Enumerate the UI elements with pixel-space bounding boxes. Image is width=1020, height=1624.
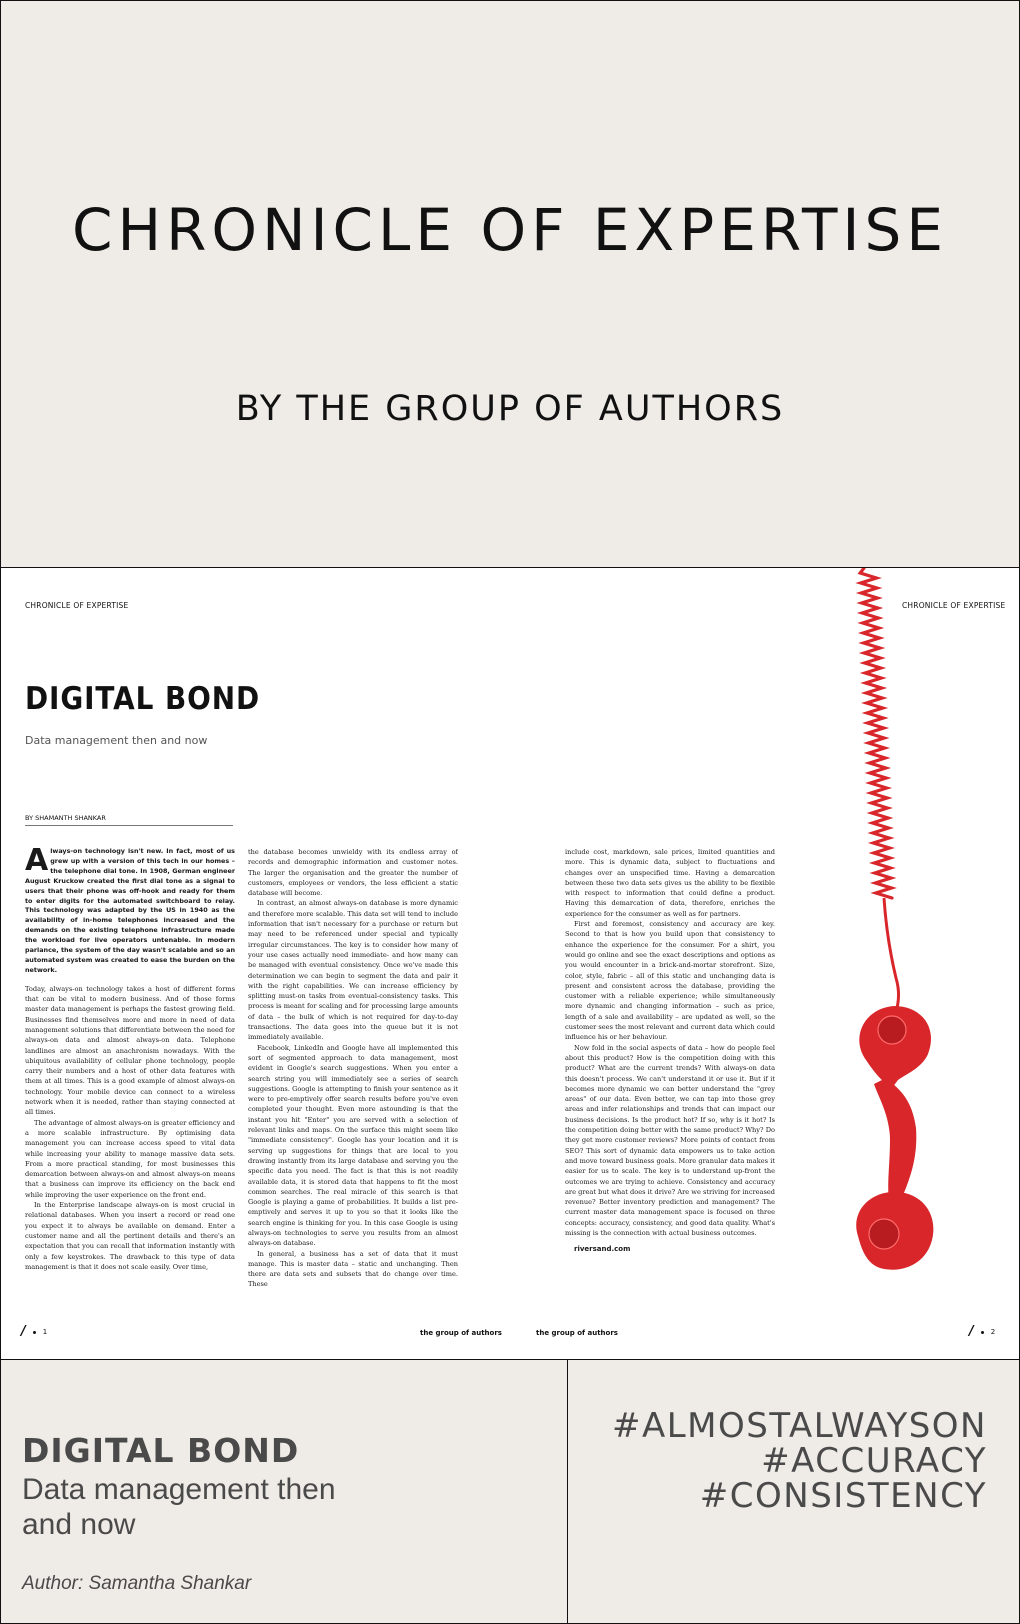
tags-panel: [567, 1359, 1020, 1624]
body-paragraph: Now fold in the social aspects of data – how do people feel about this product? How is the competition doing with this product? What are the current trends? With always-on data this doesn't process. We can't understand it or use it. But if it becomes more dynamic we can better understand the "grey areas" of our data. Even better, we can tap into those grey areas and infer relationships and trends that can impact our business decisions. Is the product hot? If so, why is it hot? Is the competition doing better with the same product? Why? Do they get more customer reviews? More points of contact from SEO? This sort of dynamic data empowers us to take action and move toward business goals. More granular data makes it easier for us to scale. The key is to understand up-front the outcomes we are trying to achieve. Consistency and accuracy are great but what does it drive? Are we striving for increased revenue? Better inventory prediction and management? The current master data management space is focused on three concepts: accuracy, consistency, and good data quality. What's missing is the connection with actual business outcomes.: [565, 1043, 775, 1237]
article-title: DIGITAL BOND: [25, 681, 261, 717]
body-paragraph: In the Enterprise landscape always-on is most crucial in relational databases. When you insert a record or read one you expect it to always be available on demand. Enter a customer name and all the pertinent details and there's an expectation that you can recall that information instantly with only a few keystrokes. The drawback to this type of data management is that it does not scale easily. Over time,: [25, 1201, 235, 1271]
cord-tail: [884, 898, 899, 1023]
running-head-left: CHRONICLE OF EXPERTISE: [25, 601, 129, 610]
page-number: 1: [42, 1328, 48, 1336]
article-column-2: [248, 847, 458, 1293]
body-paragraph: Facebook, LinkedIn and Google have all implemented this sort of segmented approach to data management, most evident in Google's search suggestions. When you enter a search string you will immediately see a series of search suggestions. Google is attempting to finish your sentence as it were to pre-emptively offer search results before you've even completed your thought. Even more astounding is that the instant you hit "Enter" you are served with a selection of relevant links and maps. On the surface this might seem like "immediate consistency". Google has your location and it is serving up suggestions for things that are local to you drawing instantly from its large database and serving you the specific data you need. The fact is that this is not readily available data, it is stored data that happens to fit the most common searches. The real miracle of this search is that Google is playing a game of probabilities. It builds a list pre-emptively and serves it up to you so that it looks like the search engine is thinking for you. In this case Google is using always-on technologies to serve you results from an almost always-on database.: [248, 1043, 458, 1248]
page-number: 2: [990, 1328, 996, 1336]
byline: BY SHAMANTH SHANKAR: [25, 814, 233, 826]
cover-subtitle: BY THE GROUP OF AUTHORS: [235, 389, 785, 429]
article-column-1: [25, 847, 235, 1293]
coiled-cord: [860, 568, 892, 898]
running-head-right: CHRONICLE OF EXPERTISE: [902, 601, 1006, 610]
cover-panel: [0, 0, 1020, 568]
dropcap: A: [25, 847, 49, 878]
body-paragraph: First and foremost, consistency and accuracy are key. Second to that is how you build upon that consistency to enhance the experience for the consumer. For a shirt, you would go online and see the exact descriptions and options as you would encounter in a brick-and-mortar storefront. Size, color, style, fabric – all of this static and unchanging data is present and consistent across the database, providing the customer with a reliable experience; while simultaneously more dynamic and changing information – such as price, length of a sale and availability – are updated as well, so the customer sees the most relevant and current data which could influence his or her behaviour.: [565, 920, 775, 1042]
info-subtitle: Data management then and now: [22, 1473, 336, 1541]
footer-right: the group of authors: [536, 1329, 618, 1337]
hashtag[interactable]: #ALMOSTALWAYSON: [611, 1406, 987, 1446]
hashtag[interactable]: #ACCURACY: [761, 1441, 987, 1481]
magazine-spread: [0, 568, 1020, 1359]
website-link[interactable]: riversand.com: [574, 1245, 631, 1254]
info-author: Author: Samantha Shankar: [22, 1573, 252, 1594]
logo-slash-icon: /: [21, 1324, 26, 1339]
body-paragraph: The advantage of almost always-on is greater efficiency and a more scalable infrastructure. By optimising data management you can increase access speed to vital data while increasing your ability to manage massive data sets. From a more practical standing, for most businesses this demarcation between always-on and almost always-on means that a business can improve its efficiency on the back end while improving the user experience on the front end.: [25, 1118, 235, 1199]
tag-list: [611, 1406, 987, 1516]
body-paragraph: In contrast, an almost always-on database is more dynamic and therefore more scalable. This data set will tend to include information that isn't necessary for a purchase or return but may need to be referenced under special and typically irregular circumstances. The key is to consider how many of your use cases actually need immediate- and how many can be managed with eventual consistency. Once we've made this determination we can begin to segment the data and pair it with the right capabilities. We can increase efficiency by splitting must-on tasks from eventual-consistency tasks. This process is meant for scaling and for processing large amounts of data – the bulk of which is not required for day-to-day transactions. The data goes into the queue but it is not immediately available.: [248, 899, 458, 1042]
lead-paragraph: [25, 847, 235, 976]
telephone-handset-image: [846, 568, 986, 1288]
article-subtitle: Data management then and now: [25, 734, 208, 747]
info-title: DIGITAL BOND: [22, 1431, 300, 1470]
dot-icon: [981, 1331, 984, 1334]
logo-slash-icon: /: [969, 1324, 974, 1339]
cover-title: CHRONICLE OF EXPERTISE: [72, 196, 948, 264]
dot-icon: [33, 1331, 36, 1334]
body-paragraph: In general, a business has a set of data that it must manage. This is master data – static and unchanging. Then there are data sets and subsets that do change over time. These: [248, 1249, 458, 1289]
article-info-panel: [0, 1359, 568, 1624]
body-paragraph: Today, always-on technology takes a host of different forms that can be vital to modern business. And of those forms master data management is perhaps the fastest growing field. Businesses find themselves more and more in need of data management solutions that differentiate between the need for always-on data and almost always-on data. Telephone landlines are almost an anachronism nowadays. With the ubiquitous availability of cellular phone technology, people carry their numbers and a host of other data features with them at all times. This is a good example of almost always-on technology. Your mobile device can connect to a wireless network when it is needed, rather than staying connected at all times.: [25, 984, 235, 1117]
hashtag[interactable]: #CONSISTENCY: [699, 1476, 987, 1516]
body-paragraph: the database becomes unwieldy with its endless array of records and demographic information and customer notes. The larger the organisation and the greater the number of customers, employees or vendors, the less efficient a static database will become.: [248, 848, 458, 898]
page-number-right: [969, 1324, 996, 1339]
handset: [856, 1006, 933, 1270]
footer-left: the group of authors: [420, 1329, 502, 1337]
body-paragraph: include cost, markdown, sale prices, limited quantities and more. This is dynamic data, subject to fluctuations and changes over an unspecified time. Having a demarcation between these two data sets gives us the ability to be flexible with respect to information that could define a product. Having this demarcation of data, therefore, enriches the experience for the consumer as well as for partners.: [565, 848, 775, 918]
lead-text: lways-on technology isn't new. In fact, most of us grew up with a version of this tech in our homes – the telephone dial tone. In 1908, German engineer August Kruckow created the first dial tone as a signal to users that their phone was off-hook and ready for them to enter digits for the automated switchboard to relay. This technology was adapted by the US in 1940 as the availability of in-home telephones increased and the demands on the existing telephone infrastructure made the workload for live operators untenable. In modern parlance, the system of the day wasn't scalable and so an automated system was created to ease the burden on the network.: [25, 847, 235, 974]
page-number-left: [21, 1324, 48, 1339]
article-column-3: [565, 847, 775, 1293]
